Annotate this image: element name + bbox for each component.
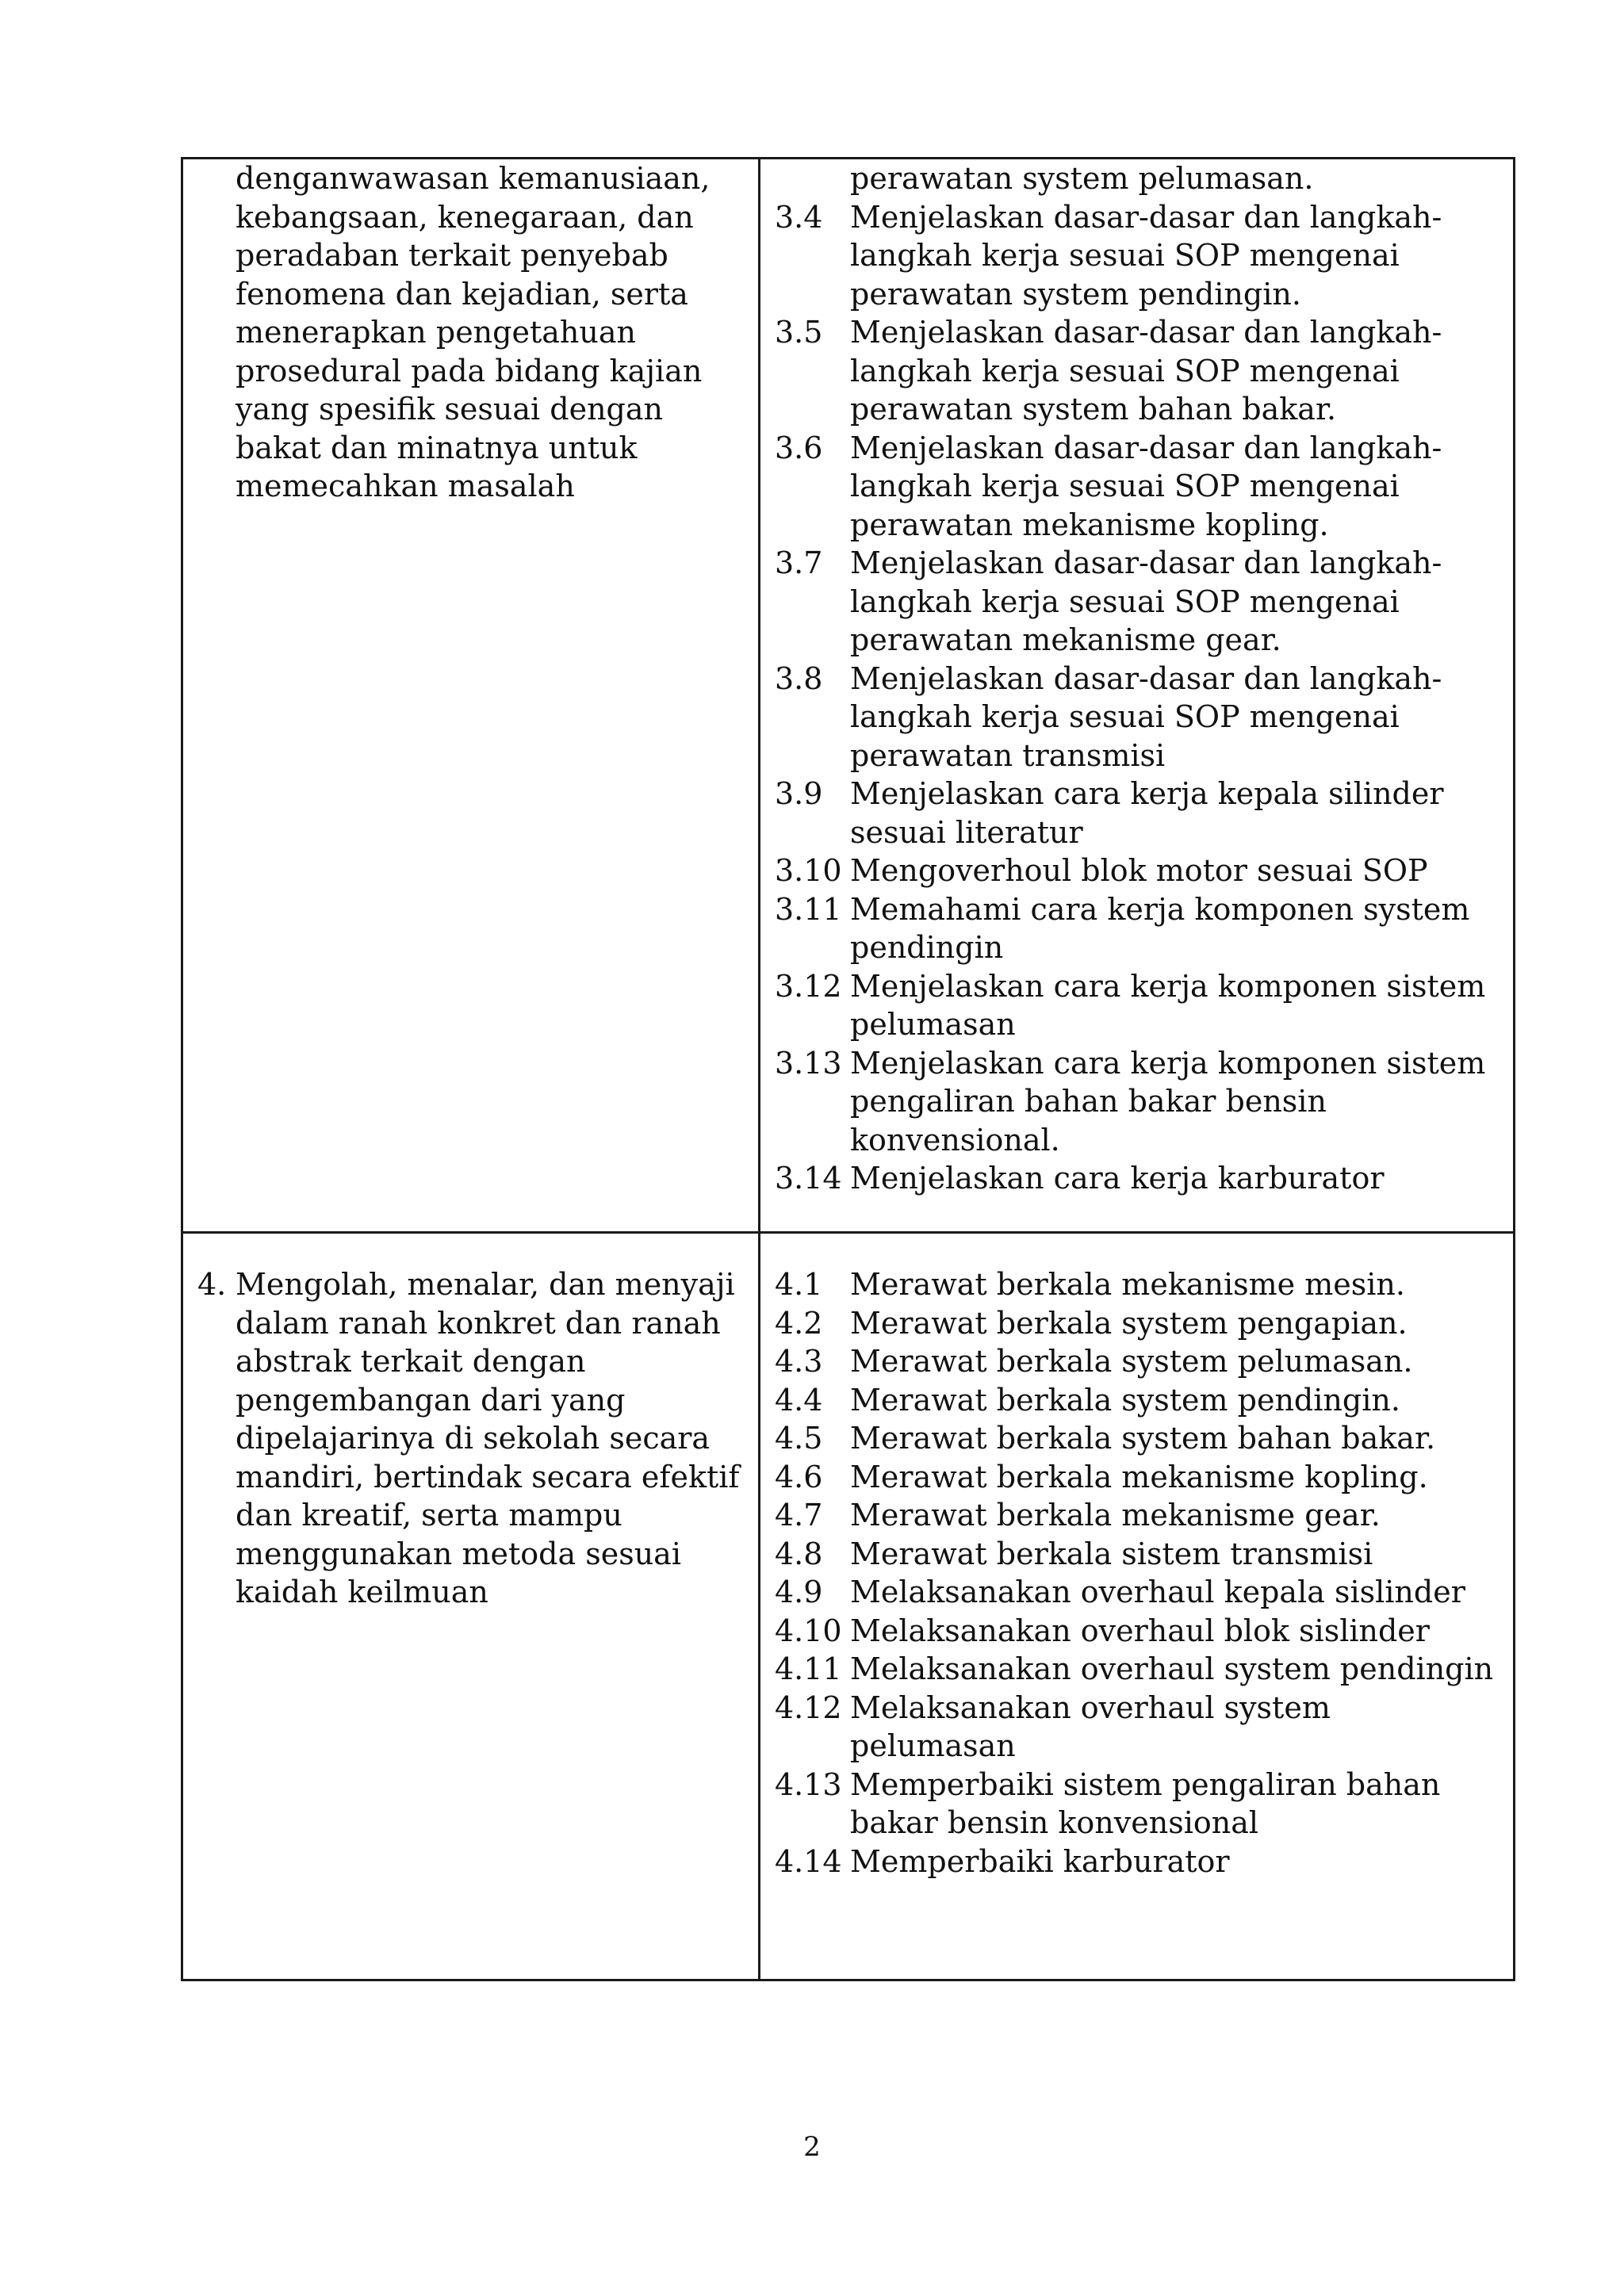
item-number: 3.13 — [775, 1045, 842, 1081]
list-item — [775, 544, 1505, 660]
item-number: 4.13 — [775, 1766, 842, 1802]
item-text: Melaksanakan overhaul kepala sislinder — [850, 1575, 1465, 1609]
item-number: 4.11 — [775, 1651, 842, 1686]
item-number: 3.5 — [775, 315, 823, 350]
list-item — [775, 1342, 1505, 1381]
item-text: Merawat berkala sistem transmisi — [850, 1536, 1373, 1571]
list-item — [775, 1381, 1505, 1420]
item-text: Menjelaskan dasar-dasar dan langkah-langkah kerja sesuai SOP mengenai perawatan system bahan bakar. — [850, 315, 1442, 427]
list-item — [775, 775, 1505, 851]
item-number: 4.9 — [775, 1575, 823, 1609]
list-item — [775, 660, 1505, 775]
list-item — [775, 1612, 1505, 1651]
item-text: Merawat berkala system pelumasan. — [850, 1344, 1413, 1379]
core-competency-text: denganwawasan kemanusiaan, kebangsaan, kenegaraan, dan peradaban terkait penyebab fenomena dan kejadian, serta menerapkan pengetahuan prosedural pada bidang kajian yang spesifik sesuai dengan bakat dan minatnya untuk memecahkan masalah — [236, 161, 710, 503]
competency-table — [181, 157, 1515, 1981]
item-text: Melaksanakan overhaul blok sislinder — [850, 1613, 1430, 1648]
item-text: Menjelaskan dasar-dasar dan langkah-langkah kerja sesuai SOP mengenai perawatan mekanisme gear. — [850, 545, 1442, 657]
item-number: 3.6 — [775, 430, 823, 465]
list-item — [775, 1535, 1505, 1574]
list-item — [775, 1496, 1505, 1535]
list-item — [775, 1458, 1505, 1497]
list-item — [775, 1044, 1505, 1160]
item-text: Merawat berkala system bahan bakar. — [850, 1421, 1436, 1456]
core-competency-cell — [182, 1233, 760, 1980]
item-text: Memperbaiki sistem pengaliran bahan bakar bensin konvensional — [850, 1766, 1441, 1840]
item-text: Merawat berkala mekanisme kopling. — [850, 1459, 1428, 1494]
item-text: Menjelaskan cara kerja kepala silinder sesuai literatur — [850, 776, 1444, 850]
item-text: Menjelaskan dasar-dasar dan langkah-langkah kerja sesuai SOP mengenai perawatan mekanisme kopling. — [850, 430, 1442, 542]
list-item — [775, 851, 1505, 890]
item-text: Melaksanakan overhaul system pelumasan — [850, 1689, 1331, 1763]
item-number: 3.11 — [775, 891, 842, 927]
item-number: 3.9 — [775, 776, 823, 811]
item-text: Merawat berkala mekanisme mesin. — [850, 1267, 1405, 1302]
core-competency-cell — [182, 159, 760, 1233]
list-item — [775, 1766, 1505, 1843]
item-number: 3.8 — [775, 660, 823, 696]
list-item — [775, 1265, 1505, 1304]
list-item — [775, 1304, 1505, 1343]
item-number: 4.12 — [775, 1689, 842, 1725]
item-number: 4.10 — [775, 1613, 842, 1648]
core-competency-text: Mengolah, menalar, dan menyaji dalam ranah konkret dan ranah abstrak terkait dengan pengembangan dari yang dipelajarinya di sekolah secara mandiri, bertindak secara efektif dan kreatif, serta mampu menggunakan metoda sesuai kaidah keilmuan — [236, 1267, 740, 1609]
list-item — [775, 890, 1505, 967]
item-text: Memahami cara kerja komponen system pendingin — [850, 891, 1470, 965]
continued-item-text: perawatan system pelumasan. — [850, 161, 1314, 196]
list-item — [775, 1419, 1505, 1458]
table-row — [182, 159, 1515, 1233]
item-number: 3.12 — [775, 968, 842, 1004]
item-number: 4.2 — [775, 1305, 823, 1341]
list-item — [775, 313, 1505, 429]
item-number: 4.14 — [775, 1843, 842, 1879]
list-item — [775, 1159, 1505, 1198]
item-text: Merawat berkala system pendingin. — [850, 1382, 1400, 1418]
item-text: Memperbaiki karburator — [850, 1843, 1230, 1879]
item-text: Menjelaskan cara kerja komponen sistem pengaliran bahan bakar bensin konvensional. — [850, 1045, 1486, 1158]
list-item — [775, 1843, 1505, 1881]
basic-competency-list — [775, 198, 1505, 1198]
table-row — [182, 1233, 1515, 1980]
item-text: Menjelaskan cara kerja komponen sistem pelumasan — [850, 968, 1486, 1042]
basic-competency-cell — [760, 159, 1515, 1233]
list-item — [775, 1650, 1505, 1689]
basic-competency-list — [775, 1265, 1505, 1881]
item-number: 4.7 — [775, 1498, 823, 1533]
item-text: Menjelaskan dasar-dasar dan langkah-langkah kerja sesuai SOP mengenai perawatan system pendingin. — [850, 199, 1442, 312]
item-text: Melaksanakan overhaul system pendingin — [850, 1651, 1494, 1686]
item-text: Merawat berkala mekanisme gear. — [850, 1498, 1381, 1533]
item-text: Menjelaskan cara kerja karburator — [850, 1161, 1385, 1196]
list-item — [775, 1573, 1505, 1612]
list-item — [775, 1689, 1505, 1766]
item-number: 3.4 — [775, 199, 823, 235]
item-number: 4.4 — [775, 1382, 823, 1418]
page-number: 2 — [803, 2131, 821, 2163]
item-number: 4.6 — [775, 1459, 823, 1494]
item-number: 4.3 — [775, 1344, 823, 1379]
item-number: 4.1 — [775, 1267, 823, 1302]
item-text: Menjelaskan dasar-dasar dan langkah-langkah kerja sesuai SOP mengenai perawatan transmisi — [850, 660, 1442, 773]
basic-competency-cell — [760, 1233, 1515, 1980]
item-text: Mengoverhoul blok motor sesuai SOP — [850, 853, 1428, 888]
core-competency-number: 4. — [197, 1267, 227, 1302]
list-item — [775, 429, 1505, 545]
item-text: Merawat berkala system pengapian. — [850, 1305, 1408, 1341]
item-number: 4.5 — [775, 1421, 823, 1456]
list-item — [775, 198, 1505, 314]
item-number: 4.8 — [775, 1536, 823, 1571]
item-number: 3.14 — [775, 1161, 842, 1196]
item-number: 3.7 — [775, 545, 823, 580]
list-item — [775, 967, 1505, 1044]
item-number: 3.10 — [775, 853, 842, 888]
